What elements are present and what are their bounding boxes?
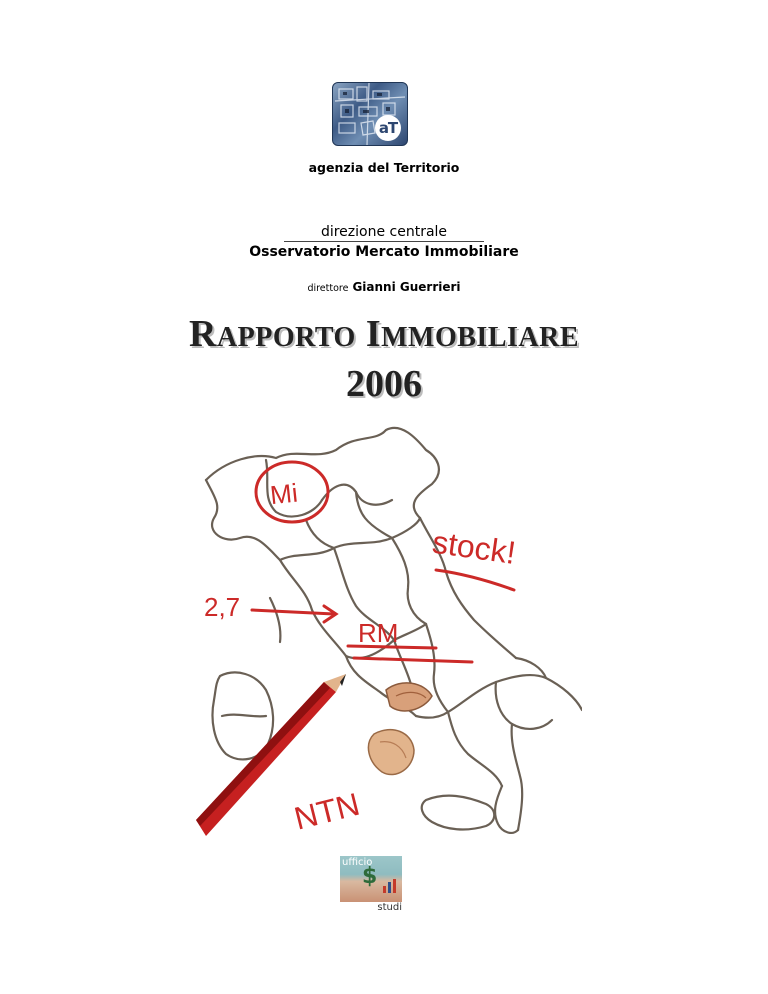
office-logo-tile bbox=[340, 856, 402, 902]
label-ntn: NTN bbox=[290, 785, 364, 836]
rm-underline-2 bbox=[354, 658, 472, 662]
office-logo bbox=[340, 856, 402, 916]
label-mi: Mi bbox=[268, 477, 300, 511]
title-rest-i: MMOBILIARE bbox=[381, 322, 580, 353]
report-year: 2006 bbox=[346, 363, 422, 405]
director-line bbox=[0, 280, 768, 294]
italy-map-illustration bbox=[196, 420, 582, 836]
label-value: 2,7 bbox=[204, 592, 241, 622]
director-name: Gianni Guerrieri bbox=[352, 280, 461, 294]
report-title bbox=[0, 312, 768, 356]
direction-label: direzione centrale bbox=[284, 224, 484, 242]
observatory-name: Osservatorio Mercato Immobiliare bbox=[249, 244, 519, 260]
bar-chart-icon bbox=[382, 878, 398, 894]
office-logo-top: ufficio bbox=[342, 857, 373, 868]
title-initial-i: I bbox=[365, 313, 382, 355]
arrow-line bbox=[252, 610, 334, 614]
label-rm: RM bbox=[358, 618, 399, 648]
label-stock: stock! bbox=[430, 523, 518, 571]
title-rest-r: APPORTO bbox=[216, 322, 356, 353]
agency-logo bbox=[332, 82, 408, 146]
title-initial-r: R bbox=[188, 313, 217, 355]
pencil-shavings bbox=[368, 683, 432, 775]
director-label: direttore bbox=[307, 283, 349, 294]
italy-map-svg bbox=[196, 420, 582, 836]
office-logo-bottom: studi bbox=[377, 902, 402, 913]
logo-monogram: aT bbox=[375, 115, 401, 141]
agency-name: agenzia del Territorio bbox=[308, 160, 460, 175]
dollar-icon: $ bbox=[362, 864, 378, 889]
